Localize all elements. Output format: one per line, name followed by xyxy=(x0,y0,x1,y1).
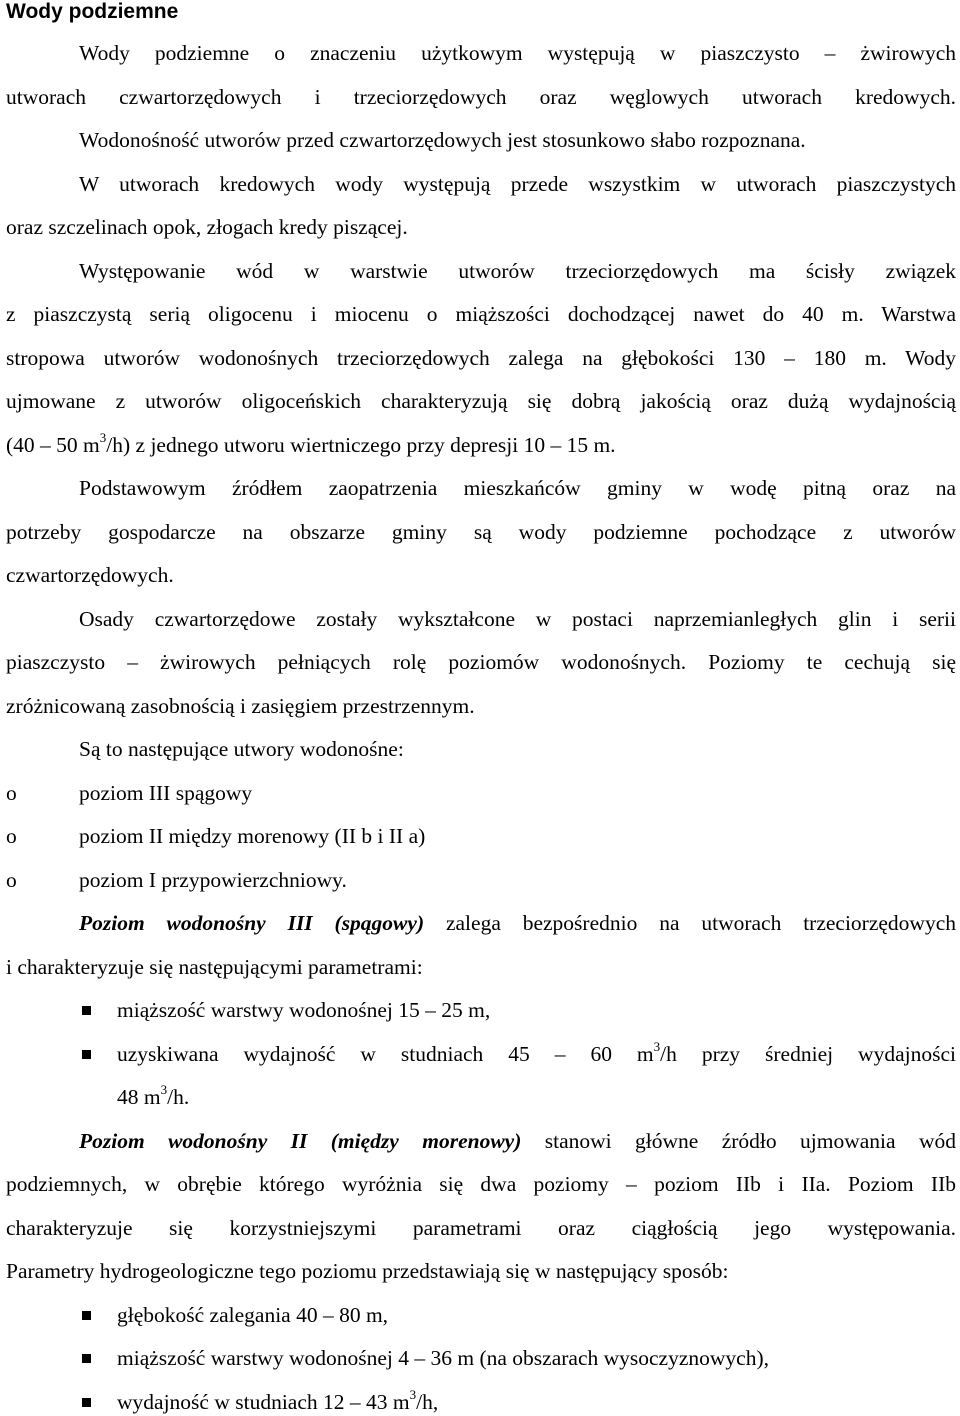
p2-line: Występowanie wód w warstwie utworów trzeciorzędowych ma ścisły związek xyxy=(79,259,956,283)
p2-line xyxy=(6,429,956,458)
square-bullet-icon xyxy=(82,1398,91,1407)
p5-line: Są to następujące utwory wodonośne: xyxy=(79,737,404,761)
list-marker: o xyxy=(6,781,17,805)
p2-text: /h) z jednego utworu wiertniczego przy depresji 10 – 15 m. xyxy=(106,433,616,457)
superscript: 3 xyxy=(99,429,107,445)
p2-line: ujmowane z utworów oligoceńskich charakteryzują się dobrą jakością oraz dużą wydajnością xyxy=(6,389,956,413)
list-marker: o xyxy=(6,868,17,892)
p7-line: charakteryzuje się korzystniejszymi parametrami oraz ciągłością jego występowania. xyxy=(6,1216,956,1240)
square-bullet-icon xyxy=(82,1354,91,1363)
p7-line: podziemnych, w obrębie którego wyróżnia się dwa poziomy – poziom IIb i IIa. Poziom IIb xyxy=(6,1172,956,1196)
p1-line: oraz szczelinach opok, złogach kredy piszącej. xyxy=(6,215,408,239)
square-bullet-icon xyxy=(82,1050,91,1059)
p7-line xyxy=(6,1128,956,1154)
list-item-text: poziom II między morenowy (II b i II a) xyxy=(79,824,426,848)
list-item-part: /h. xyxy=(167,1085,190,1109)
list-item-part: /h, xyxy=(416,1390,439,1414)
square-bullet-icon xyxy=(82,1311,91,1320)
list-item-part: uzyskiwana wydajność w studniach 45 – 60 m xyxy=(117,1042,654,1066)
section-heading: Wody podziemne xyxy=(6,0,179,23)
p2-text: (40 – 50 m xyxy=(6,433,100,457)
p2-line: z piaszczystą serią oligocenu i miocenu o miąższości dochodzącej nawet do 40 m. Warstwa xyxy=(6,302,956,326)
list-item-part: /h przy średniej wydajności xyxy=(660,1042,956,1066)
p3-line: potrzeby gospodarcze na obszarze gminy są wody podziemne pochodzące z utworów xyxy=(6,520,956,544)
p3-line: Podstawowym źródłem zaopatrzenia mieszkańców gminy w wodę pitną oraz na xyxy=(79,476,956,500)
list-item-text xyxy=(117,1038,956,1067)
list-item-part: wydajność w studniach 12 – 43 m xyxy=(117,1390,410,1414)
level-list-item xyxy=(6,780,956,806)
p1-line: utworach czwartorzędowych i trzeciorzędowych oraz węglowych utworach kredowych. xyxy=(6,85,956,109)
p1-line: Wody podziemne o znaczeniu użytkowym występują w piaszczysto – żwirowych xyxy=(79,41,956,65)
p6-line: i charakteryzuje się następującymi parametrami: xyxy=(6,955,423,979)
p7-line: Parametry hydrogeologiczne tego poziomu przedstawiają się w następujący sposób: xyxy=(6,1259,729,1283)
p3-line: czwartorzędowych. xyxy=(6,563,174,587)
list-item-text: głębokość zalegania 40 – 80 m, xyxy=(117,1303,389,1327)
list-item-text: poziom III spągowy xyxy=(79,781,253,805)
list-item-text: miąższość warstwy wodonośnej 15 – 25 m, xyxy=(117,998,491,1022)
level-list-item xyxy=(6,867,956,893)
square-bullet-icon xyxy=(82,1006,91,1015)
list-marker: o xyxy=(6,824,17,848)
p6-line xyxy=(6,910,956,936)
list-item-text: poziom I przypowierzchniowy. xyxy=(79,868,347,892)
p4-line: zróżnicowaną zasobnością i zasięgiem przestrzennym. xyxy=(6,694,475,718)
list-item-text: miąższość warstwy wodonośnej 4 – 36 m (na obszarach wysoczyznowych), xyxy=(117,1346,769,1370)
p4-line: piaszczysto – żwirowych pełniących rolę poziomów wodonośnych. Poziomy te cechują się xyxy=(6,650,956,674)
p7-text: stanowi główne źródło ujmowania wód xyxy=(521,1129,956,1153)
superscript: 3 xyxy=(653,1038,661,1054)
p4-line: Osady czwartorzędowe zostały wykształcone w postaci naprzemianległych glin i serii xyxy=(79,607,956,631)
p1-line: W utworach kredowych wody występują przede wszystkim w utworach piaszczystych xyxy=(79,172,956,196)
p6-text: zalega bezpośrednio na utworach trzeciorzędowych xyxy=(424,911,956,935)
p1-line: Wodonośność utworów przed czwartorzędowych jest stosunkowo słabo rozpoznana. xyxy=(79,128,806,152)
bold-term: Poziom wodonośny II (między morenowy) xyxy=(79,1129,522,1153)
superscript: 3 xyxy=(160,1081,168,1097)
bold-term: Poziom wodonośny III (spągowy) xyxy=(79,911,425,935)
level-list-item xyxy=(6,823,956,849)
list-item-text xyxy=(117,1081,190,1110)
list-item-text xyxy=(117,1386,439,1415)
p2-line: stropowa utworów wodonośnych trzeciorzędowych zalega na głębokości 130 – 180 m. Wody xyxy=(6,346,956,370)
list-item-part: 48 m xyxy=(117,1085,161,1109)
superscript: 3 xyxy=(409,1386,417,1402)
